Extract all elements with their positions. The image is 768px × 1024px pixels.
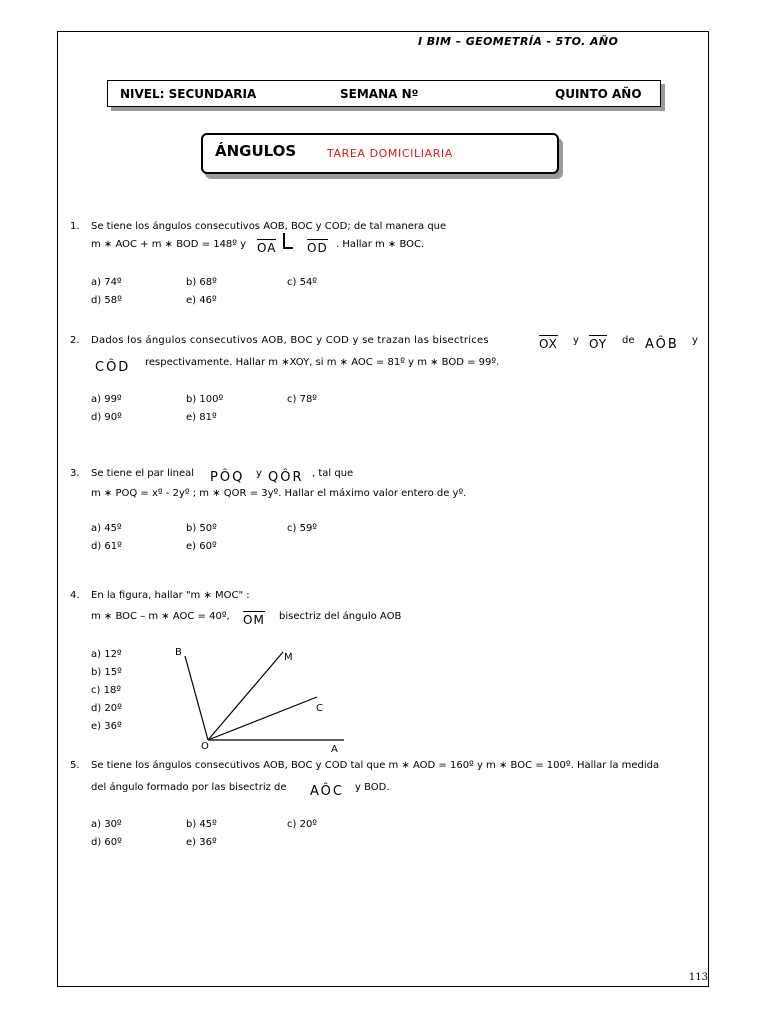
label-o: O [201, 741, 209, 752]
vector-oa: OA [257, 241, 277, 255]
page-subtitle: TAREA DOMICILIARIA [327, 147, 453, 160]
option-e: e) 81º [186, 412, 217, 423]
title-box [201, 133, 559, 174]
problem-text: y BOD. [355, 782, 390, 793]
grade-label: QUINTO AÑO [555, 87, 642, 101]
angle-qor: QÔR [268, 470, 304, 485]
option-e: e) 36º [186, 837, 217, 848]
option-c: c) 20º [287, 819, 318, 830]
angle-figure [160, 640, 360, 760]
option-d: d) 61º [91, 541, 122, 552]
page-title: ÁNGULOS [215, 142, 297, 160]
course-header: I BIM – GEOMETRÍA - 5TO. AÑO [418, 35, 619, 48]
option-e: e) 46º [186, 295, 217, 306]
angle-cod: CÔD [95, 360, 131, 375]
option-b: b) 68º [186, 277, 217, 288]
label-c: C [316, 703, 323, 714]
problem-number: 3. [70, 468, 80, 479]
problem-text: Se tiene los ángulos consecutivos AOB, BOC y COD tal que m ∗ AOD = 160º y m ∗ BOC = 100º. Hallar la medida [91, 760, 660, 771]
problem-number: 5. [70, 760, 80, 771]
vector-ox: OX [539, 337, 558, 351]
option-b: b) 50º [186, 523, 217, 534]
option-c: c) 18º [91, 685, 122, 696]
option-a: a) 99º [91, 394, 122, 405]
week-label: SEMANA Nº [340, 87, 419, 101]
ray-ob [185, 656, 208, 740]
ray-oc [208, 697, 317, 740]
option-e: e) 60º [186, 541, 217, 552]
angle-poq: PÔQ [210, 470, 245, 485]
problem-text: respectivamente. Hallar m ∗XOY, si m ∗ AOC = 81º y m ∗ BOD = 99º. [145, 357, 500, 368]
problem-text: Dados los ángulos consecutivos AOB, BOC y COD y se trazan las bisectrices [91, 335, 489, 346]
problem-text: y [573, 335, 579, 346]
problem-text: Se tiene los ángulos consecutivos AOB, BOC y COD; de tal manera que [91, 221, 447, 232]
ray-om [208, 652, 283, 740]
option-a: a) 12º [91, 649, 122, 660]
label-a: A [331, 744, 338, 755]
vector-oy: OY [589, 337, 608, 351]
option-c: c) 54º [287, 277, 318, 288]
problem-text: Se tiene el par lineal [91, 468, 195, 479]
option-c: c) 78º [287, 394, 318, 405]
problem-text: m ∗ BOC – m ∗ AOC = 40º, [91, 611, 230, 622]
option-c: c) 59º [287, 523, 318, 534]
option-b: b) 45º [186, 819, 217, 830]
option-a: a) 45º [91, 523, 122, 534]
angle-aoc: AÔC [310, 784, 344, 799]
problem-number: 2. [70, 335, 80, 346]
option-d: d) 90º [91, 412, 122, 423]
option-d: d) 58º [91, 295, 122, 306]
vector-od: OD [307, 241, 328, 255]
problem-text: del ángulo formado por las bisectriz de [91, 782, 287, 793]
page-frame [57, 31, 709, 987]
option-b: b) 15º [91, 667, 122, 678]
problem-text: , tal que [312, 468, 354, 479]
level-label: NIVEL: SECUNDARIA [120, 87, 257, 101]
vector-om: OM [243, 613, 265, 627]
problem-text: y [692, 335, 698, 346]
problem-text: y [256, 468, 262, 479]
label-m: M [284, 652, 293, 663]
problem-text: . Hallar m ∗ BOC. [336, 239, 425, 250]
angle-aob: AÔB [645, 337, 679, 352]
problem-number: 1. [70, 221, 80, 232]
option-a: a) 74º [91, 277, 122, 288]
option-a: a) 30º [91, 819, 122, 830]
label-b: B [175, 647, 182, 658]
problem-number: 4. [70, 590, 80, 601]
perpendicular-symbol [283, 233, 293, 249]
option-b: b) 100º [186, 394, 224, 405]
level-bar [107, 80, 661, 107]
option-d: d) 60º [91, 837, 122, 848]
problem-text: m ∗ POQ = xº - 2yº ; m ∗ QOR = 3yº. Hallar el máximo valor entero de yº. [91, 488, 467, 499]
problem-text: bisectriz del ángulo AOB [279, 611, 402, 622]
problem-text: de [622, 335, 635, 346]
option-e: e) 36º [91, 721, 122, 732]
problem-text: m ∗ AOC + m ∗ BOD = 148º y [91, 239, 247, 250]
page-number: 113 [688, 972, 708, 983]
problem-text: En la figura, hallar "m ∗ MOC" : [91, 590, 250, 601]
option-d: d) 20º [91, 703, 122, 714]
